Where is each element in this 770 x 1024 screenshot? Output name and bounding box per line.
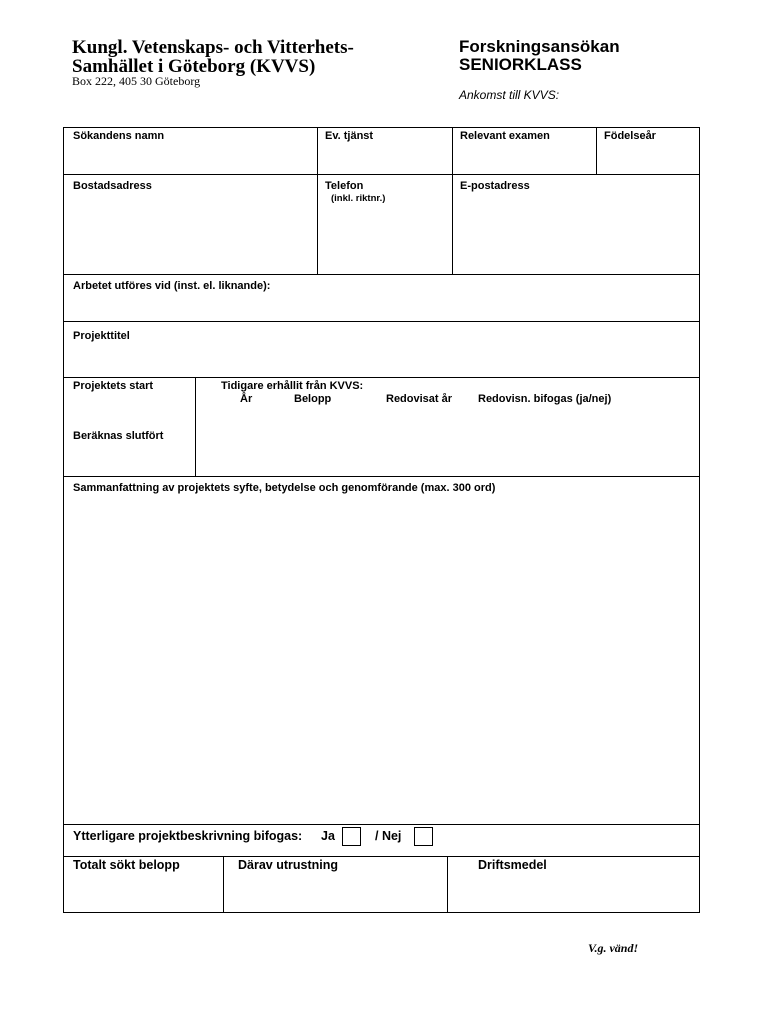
home-address-field[interactable]: Bostadsadress (73, 180, 152, 192)
phone-field[interactable]: Telefon (325, 180, 364, 192)
form-title: Forskningsansökan (459, 37, 620, 56)
column-divider (223, 856, 224, 913)
organization-name-line1: Kungl. Vetenskaps- och Vitterhets- (72, 37, 354, 58)
row-divider (63, 321, 700, 322)
equipment-field[interactable]: Därav utrustning (238, 858, 339, 872)
yes-label: Ja (321, 829, 335, 843)
column-divider (452, 127, 453, 275)
applicant-name-field[interactable]: Sökandens namn (73, 130, 165, 142)
row-divider (63, 824, 700, 825)
project-start-field[interactable]: Projektets start (73, 380, 154, 392)
previous-grants-label: Tidigare erhållit från KVVS: (221, 380, 364, 392)
column-divider (596, 127, 597, 175)
row-divider (63, 856, 700, 857)
column-divider (447, 856, 448, 913)
email-field[interactable]: E-postadress (460, 180, 530, 192)
col-reported-year-header: Redovisat år (386, 393, 453, 405)
arrival-label: Ankomst till KVVS: (459, 88, 560, 102)
total-amount-field[interactable]: Totalt sökt belopp (73, 858, 180, 872)
turn-over-note: V.g. vänd! (588, 941, 639, 955)
row-divider (63, 476, 700, 477)
phone-note: (inkl. riktnr.) (331, 193, 386, 204)
no-checkbox[interactable] (414, 827, 433, 846)
organization-name-line2: Samhället i Göteborg (KVVS) (72, 56, 316, 77)
form-border-right (699, 127, 700, 913)
form-border-bottom (63, 912, 700, 913)
no-label: / Nej (375, 829, 402, 843)
form-border-left (63, 127, 64, 913)
project-title-field[interactable]: Projekttitel (73, 330, 130, 342)
operating-funds-field[interactable]: Driftsmedel (478, 858, 547, 872)
birth-year-field[interactable]: Födelseår (604, 130, 656, 142)
estimated-end-field[interactable]: Beräknas slutfört (73, 430, 164, 442)
form-subtitle: SENIORKLASS (459, 55, 582, 74)
degree-field[interactable]: Relevant examen (460, 130, 550, 142)
additional-description-label: Ytterligare projektbeskrivning bifogas: (73, 829, 303, 843)
col-amount-header: Belopp (294, 393, 332, 405)
col-report-attached-header: Redovisn. bifogas (ja/nej) (478, 393, 612, 405)
column-divider (317, 127, 318, 275)
position-field[interactable]: Ev. tjänst (325, 130, 374, 142)
row-divider (63, 377, 700, 378)
row-divider (63, 174, 700, 175)
form-border-top (63, 127, 700, 128)
col-year-header: År (240, 393, 253, 405)
work-location-field[interactable]: Arbetet utföres vid (inst. el. liknande): (73, 280, 271, 292)
column-divider (195, 377, 196, 477)
summary-field[interactable]: Sammanfattning av projektets syfte, betydelse och genomförande (max. 300 ord) (73, 482, 496, 494)
row-divider (63, 274, 700, 275)
organization-address: Box 222, 405 30 Göteborg (72, 74, 201, 88)
yes-checkbox[interactable] (342, 827, 361, 846)
